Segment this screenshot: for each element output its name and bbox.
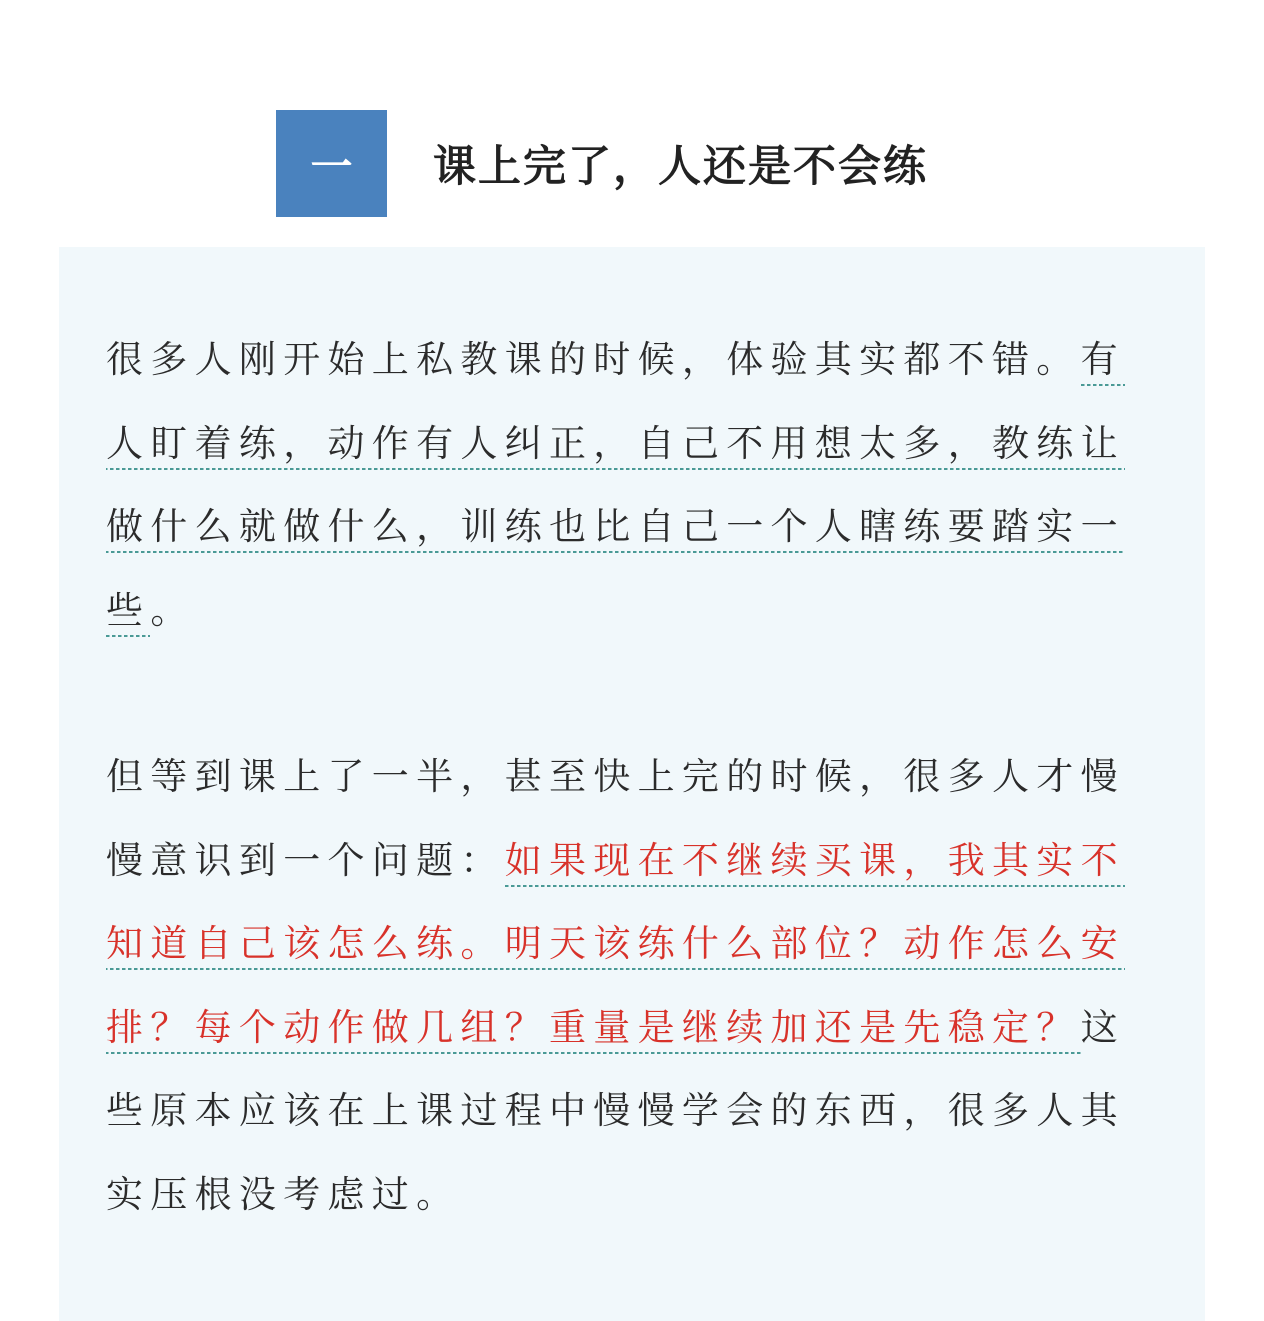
section-number: 一 bbox=[310, 141, 353, 191]
section-number-badge bbox=[276, 110, 387, 217]
paragraph-1-underlined: 有人盯着练，动作有人纠正，自己不用想太多，教练让做什么就做什么，训练也比自己一个人瞎练要踏实一些 bbox=[106, 338, 1125, 637]
paragraph-2 bbox=[106, 735, 1162, 1236]
paragraph-2-intro: 但等到课上了一半，甚至快上完的时候，很多人才慢慢意识到一个问题： bbox=[106, 755, 1125, 882]
paragraph-1-intro: 很多人刚开始上私教课的时候，体验其实都不错。 bbox=[106, 338, 1081, 381]
section-title: 课上完了，人还是不会练 bbox=[433, 142, 928, 192]
paragraph-2-highlight: 如果现在不继续买课，我其实不知道自己该怎么练。明天该练什么部位？动作怎么安排？每个动作做几组？重量是继续加还是先稳定？ bbox=[106, 839, 1125, 1054]
paragraph-1 bbox=[106, 318, 1162, 652]
paragraph-2-rest: 这些原本应该在上课过程中慢慢学会的东西，很多人其实压根没考虑过。 bbox=[106, 1005, 1125, 1216]
section-header bbox=[276, 110, 928, 217]
paragraph-1-end: 。 bbox=[150, 588, 195, 632]
